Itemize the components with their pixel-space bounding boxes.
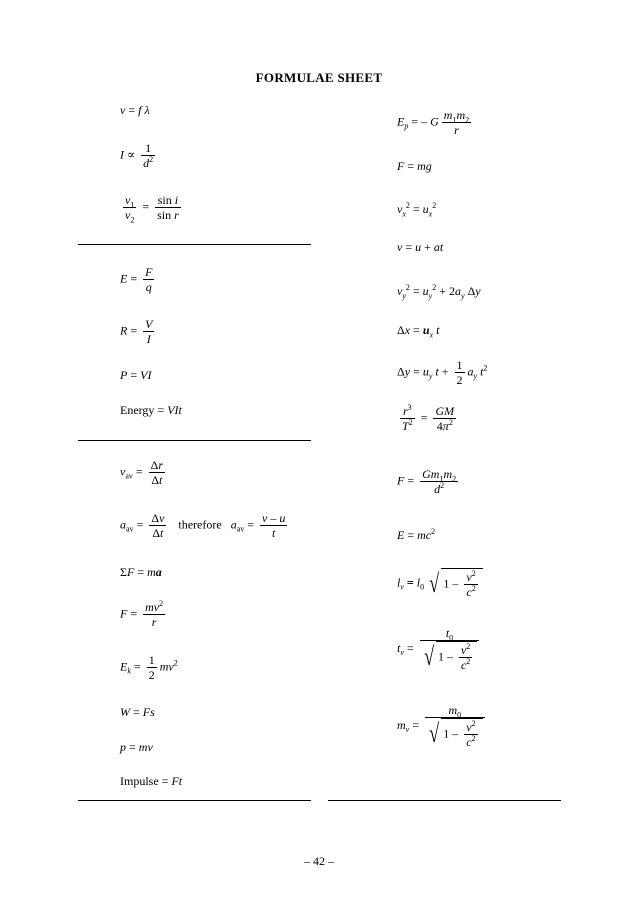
page-title: FORMULAE SHEET [255, 70, 383, 85]
formula-wave-speed: v = f λ [120, 103, 150, 117]
therefore-label: therefore [178, 517, 222, 532]
formula-horizontal-velocity: $v_x^2 = u_x^2$ [397, 201, 437, 219]
impulse-label: Impulse [120, 774, 159, 788]
formula-snell: $\frac{v_1}{v_2}$ = $\frac{\text{sin i}}{\text{sin r}}$ [125, 193, 179, 225]
formula-centripetal: F = $\frac{mv^2}{r}$ [120, 599, 164, 629]
left-divider-1 [78, 244, 311, 245]
energy-label: Energy [120, 403, 155, 417]
formula-velocity: v = u + at [397, 240, 444, 254]
formula-vertical-displacement: $\Delta y = u_y$ t + $\frac{1}{2}$ $a_y$ $t^2$ [397, 358, 488, 387]
left-divider-bottom [78, 800, 311, 801]
formula-impulse: Impulse = Ft [120, 774, 183, 788]
sqrt-sign: √ 1 – $\frac{v^2}{c^2}$ [427, 568, 483, 599]
formula-resistance: R = $\frac{V}{I}$ [120, 317, 153, 346]
formula-energy: Energy = VIt [120, 403, 182, 417]
formula-average-acceleration: $a_{av}$ = $\frac{\Delta v}{\Delta t}$ therefore $a_{av}$ = $\frac{v - u}{t}$ [120, 511, 286, 540]
formula-intensity: I ∝ $\frac{1}{d^2}$ [120, 141, 154, 170]
formula-momentum: p = mv [120, 740, 153, 754]
formula-relativistic-mass: $m_v$ = $m_0$ √ 1 – $\frac{v^2}{c^2}$ [397, 703, 488, 749]
formula-gravitation: F = $\frac{Gm_1m_2}{d^2}$ [397, 467, 457, 496]
formula-vertical-velocity: $v_y^2 = u_y^2 + 2a_y$ Δy [397, 283, 481, 301]
formula-electric-field: E = $\frac{F}{q}$ [120, 265, 153, 294]
formula-kinetic-energy: $E_k$ = $\frac{1}{2}$ $mv^2$ [120, 653, 178, 682]
left-divider-2 [78, 440, 311, 441]
right-divider-bottom [328, 800, 561, 801]
formula-gravitational-potential: $E_p$ = – G $\frac{m_1m_2}{r}$ [397, 108, 470, 137]
formula-mass-energy: $E = mc^2$ [397, 527, 436, 542]
formula-work: W = Fs [120, 705, 155, 719]
formula-weight: F = mg [397, 159, 432, 173]
formula-average-velocity: $v_{av}$ = $\frac{\Delta r}{\Delta t}$ [120, 458, 164, 487]
formula-power: P = VI [120, 368, 152, 382]
formula-newton-second: ΣF = ma [120, 565, 162, 579]
formula-time-dilation: $t_v$ = $t_0$ √ 1 – $\frac{v^2}{c^2}$ [397, 626, 482, 672]
formula-length-contraction: $l_v = l_0$ √ 1 – $\frac{v^2}{c^2}$ [397, 568, 483, 599]
page-number: – 42 – [304, 854, 334, 868]
formula-horizontal-displacement: $\Delta x = u_x$ t [397, 323, 440, 340]
formula-kepler: $\frac{r^3}{T^2}$ = $\frac{GM}{4\pi^2}$ [402, 403, 455, 433]
